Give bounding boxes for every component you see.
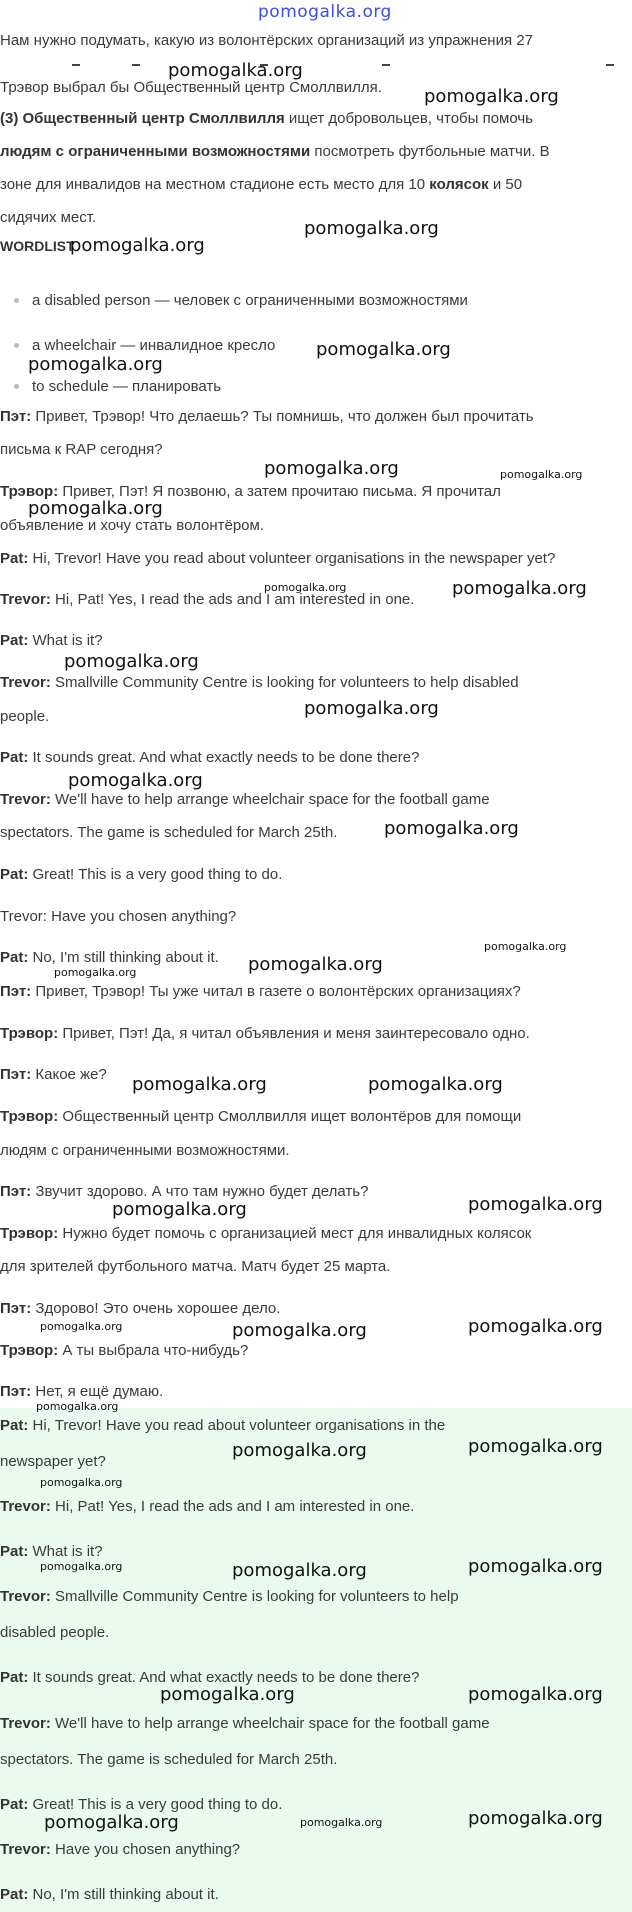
ad-line-3: зоне для инвалидов на местном стадионе есть место для 10 колясок и 50 bbox=[0, 176, 523, 193]
watermark: pomogalka.org bbox=[248, 954, 383, 975]
watermark: pomogalka.org bbox=[468, 1436, 603, 1457]
dialog-line: disabled people. bbox=[0, 1624, 110, 1641]
watermark: pomogalka.org bbox=[28, 354, 163, 375]
intro-line-1: Нам нужно подумать, какую из волонтёрских организаций из упражнения 27 bbox=[0, 32, 533, 49]
dialog-line: Pat: It sounds great. And what exactly needs to be done there? bbox=[0, 1669, 420, 1686]
dialog-line: Pat: Great! This is a very good thing to do. bbox=[0, 866, 283, 883]
watermark: pomogalka.org bbox=[468, 1808, 603, 1829]
watermark: pomogalka.org bbox=[40, 1560, 123, 1573]
wordlist-title: WORDLIST bbox=[0, 238, 75, 254]
dialog-line: spectators. The game is scheduled for March 25th. bbox=[0, 1751, 338, 1768]
watermark: pomogalka.org bbox=[468, 1194, 603, 1215]
watermark: pomogalka.org bbox=[384, 818, 519, 839]
dialog-line: spectators. The game is scheduled for March 25th. bbox=[0, 824, 338, 841]
dialog-line: people. bbox=[0, 708, 50, 725]
dialog-line: Пэт: Звучит здорово. А что там нужно будет делать? bbox=[0, 1183, 369, 1200]
watermark: pomogalka.org bbox=[112, 1199, 247, 1220]
wordlist-item: to schedule — планировать bbox=[32, 378, 222, 395]
dialog-line: людям с ограниченными возможностями. bbox=[0, 1142, 290, 1159]
dialog-line: Pat: What is it? bbox=[0, 632, 103, 649]
watermark: pomogalka.org bbox=[484, 940, 567, 953]
ad-line-4: сидячих мест. bbox=[0, 209, 97, 226]
dialog-line: Trevor: Smallville Community Centre is looking for volunteers to help disabled bbox=[0, 674, 519, 691]
watermark: pomogalka.org bbox=[28, 498, 163, 519]
dialog-line: объявление и хочу стать волонтёром. bbox=[0, 517, 265, 534]
dialog-line: для зрителей футбольного матча. Матч будет 25 марта. bbox=[0, 1258, 391, 1275]
dialog-line: Trevor: Hi, Pat! Yes, I read the ads and I am interested in one. bbox=[0, 591, 415, 608]
intro-line-2: Трэвор выбрал бы Общественный центр Смоллвилля. bbox=[0, 79, 382, 96]
bullet bbox=[14, 343, 19, 348]
dialog-line: Pat: Great! This is a very good thing to do. bbox=[0, 1796, 283, 1813]
divider bbox=[132, 64, 140, 66]
watermark: pomogalka.org bbox=[368, 1074, 503, 1095]
watermark: pomogalka.org bbox=[468, 1316, 603, 1337]
watermark: pomogalka.org bbox=[468, 1556, 603, 1577]
dialog-line: Пэт: Привет, Трэвор! Что делаешь? Ты помнишь, что должен был прочитать bbox=[0, 408, 534, 425]
dialog-line: Трэвор: Привет, Пэт! Да, я читал объявления и меня заинтересовало одно. bbox=[0, 1025, 530, 1042]
ad-line-2: людям с ограниченными возможностями посмотреть футбольные матчи. В bbox=[0, 143, 550, 160]
watermark: pomogalka.org bbox=[424, 86, 559, 107]
dialog-line: Trevor: Have you chosen anything? bbox=[0, 1841, 241, 1858]
dialog-line: Пэт: Нет, я ещё думаю. bbox=[0, 1383, 164, 1400]
watermark: pomogalka.org bbox=[468, 1684, 603, 1705]
wordlist-item: a disabled person — человек с ограниченными возможностями bbox=[32, 292, 468, 309]
watermark: pomogalka.org bbox=[168, 60, 303, 81]
wordlist-item: a wheelchair — инвалидное кресло bbox=[32, 337, 276, 354]
watermark: pomogalka.org bbox=[232, 1440, 367, 1461]
dialog-line: Trevor: Have you chosen anything? bbox=[0, 908, 237, 925]
watermark: pomogalka.org bbox=[40, 1320, 123, 1333]
dialog-line: письма к RAP сегодня? bbox=[0, 441, 163, 458]
dialog-line: Trevor: Smallville Community Centre is looking for volunteers to help bbox=[0, 1588, 459, 1605]
watermark: pomogalka.org bbox=[232, 1320, 367, 1341]
watermark: pomogalka.org bbox=[36, 1400, 119, 1413]
dialog-line: Pat: It sounds great. And what exactly needs to be done there? bbox=[0, 749, 420, 766]
watermark: pomogalka.org bbox=[300, 1816, 383, 1829]
dialog-line: Пэт: Здорово! Это очень хорошее дело. bbox=[0, 1300, 281, 1317]
dialog-line: Трэвор: Нужно будет помочь с организацией мест для инвалидных колясок bbox=[0, 1225, 532, 1242]
dialog-line: Пэт: Какое же? bbox=[0, 1066, 107, 1083]
watermark: pomogalka.org bbox=[452, 578, 587, 599]
dialog-line: Pat: No, I'm still thinking about it. bbox=[0, 949, 219, 966]
dialog-line: Пэт: Привет, Трэвор! Ты уже читал в газете о волонтёрских организациях? bbox=[0, 983, 521, 1000]
site-logo[interactable]: pomogalka.org bbox=[258, 2, 392, 22]
watermark: pomogalka.org bbox=[68, 770, 203, 791]
watermark: pomogalka.org bbox=[304, 218, 439, 239]
watermark: pomogalka.org bbox=[44, 1812, 179, 1833]
bullet bbox=[14, 384, 19, 389]
dialog-line: Трэвор: Привет, Пэт! Я позвоню, а затем прочитаю письма. Я прочитал bbox=[0, 483, 501, 500]
dialog-line: Pat: What is it? bbox=[0, 1543, 103, 1560]
dialog-line: Trevor: We'll have to help arrange wheelchair space for the football game bbox=[0, 791, 490, 808]
watermark: pomogalka.org bbox=[160, 1684, 295, 1705]
dialog-line: Трэвор: А ты выбрала что-нибудь? bbox=[0, 1342, 249, 1359]
watermark: pomogalka.org bbox=[264, 458, 399, 479]
ad-line-1: (3) Общественный центр Смоллвилля ищет добровольцев, чтобы помочь bbox=[0, 110, 533, 127]
watermark: pomogalka.org bbox=[264, 581, 347, 594]
watermark: pomogalka.org bbox=[40, 1476, 123, 1489]
divider bbox=[382, 64, 390, 66]
divider bbox=[606, 64, 614, 66]
dialog-line: Trevor: We'll have to help arrange wheelchair space for the football game bbox=[0, 1715, 490, 1732]
watermark: pomogalka.org bbox=[304, 698, 439, 719]
dialog-line: Трэвор: Общественный центр Смоллвилля ищет волонтёров для помощи bbox=[0, 1108, 522, 1125]
dialog-line: newspaper yet? bbox=[0, 1453, 106, 1470]
watermark: pomogalka.org bbox=[132, 1074, 267, 1095]
watermark: pomogalka.org bbox=[232, 1560, 367, 1581]
dialog-line: Pat: Hi, Trevor! Have you read about volunteer organisations in the newspaper yet? bbox=[0, 550, 556, 567]
dialog-line: Pat: Hi, Trevor! Have you read about volunteer organisations in the bbox=[0, 1417, 446, 1434]
watermark: pomogalka.org bbox=[54, 966, 137, 979]
watermark: pomogalka.org bbox=[70, 235, 205, 256]
watermark: pomogalka.org bbox=[64, 651, 199, 672]
dialog-line: Trevor: Hi, Pat! Yes, I read the ads and I am interested in one. bbox=[0, 1498, 415, 1515]
divider bbox=[72, 64, 80, 66]
watermark: pomogalka.org bbox=[500, 468, 583, 481]
watermark: pomogalka.org bbox=[316, 339, 451, 360]
dialog-line: Pat: No, I'm still thinking about it. bbox=[0, 1886, 219, 1903]
bullet bbox=[14, 298, 19, 303]
